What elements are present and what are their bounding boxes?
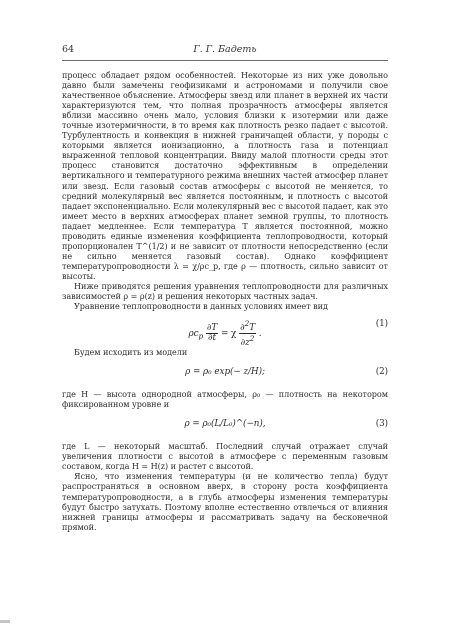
equation-2 — [62, 360, 388, 386]
equation-3-expression: ρ = ρ₀(L/L₀)^(−n), — [184, 419, 266, 430]
page-number: 64 — [62, 44, 75, 55]
paragraph-conclusion: Ясно, что изменения температуры (и не количество тепла) будут распространяться в основном вверх, в сторону роста коэффициента температуропроводности, а в глубь атмосферы изменения температуры будут быстро затухать. Поэтому вполне естественно отвлечься от влияния нижней границы атмосферы и рассматривать задачу на бесконечной прямой. — [62, 471, 388, 532]
body-text — [62, 70, 388, 532]
equation-2-expression: ρ = ρ₀ exp(− z/H); — [185, 367, 265, 378]
paragraph-intro: процесс обладает рядом особенностей. Некоторые из них уже довольно давно были замечены геофизиками и астрономами и получили свое качественное объяснение. Атмосферы звезд или планет в верхней их части характеризуются тем, что полная прозрачность атмосферы является вблизи массивно очень мало, условия близки к изотермии или даже точные изотермичности, в то время как плотность резко падает с высотой. Турбулентность и конвекция в нижней граничащей области, у породы с которыми является ионизационно, а плотность газа и потенциал выраженной тепловой концентрации. Ввиду малой плотности среды этот процесс становится достаточно эффективным в определении вертикального и температурного режима внешних частей атмосфер планет или звезд. Если газовый состав атмосферы с высотой не меняется, то средний молекулярный вес является постоянным, и плотность с высотой падает экспоненциально. Если молекулярный вес с высотой падает, как это имеет место в верхних атмосферах планет земной группы, то плотность падает медленнее. Если температура T является постоянной, можно проводить единые изменения коэффициента теплопроводности, который пропорционален T^(1/2) и не зависит от плотности непосредственно (если не сильно меняется газовый состав). Однако коэффициент температуропроводности λ = χ/ρc_p, где ρ — плотность, сильно зависит от высоты. — [62, 70, 388, 281]
equation-1-expression: $\rho c_p$ $\frac{\partial T}{\partial t}$ = χ $\frac{\partial^2T}{\partial z^2}$ . — [188, 319, 262, 348]
paragraph-equation-lead: Уравнение теплопроводности в данных условиях имеет вид — [74, 301, 328, 312]
running-head-author: Г. Г. Бадеть — [193, 44, 257, 55]
equation-1 — [62, 314, 388, 348]
paragraph-where-h: где H — высота однородной атмосферы, ρ₀ — плотность на некотором фиксированном уровне и — [62, 389, 388, 410]
equation-3 — [62, 412, 388, 438]
scan-edge-mark — [0, 620, 10, 623]
header-rule — [62, 60, 388, 61]
running-header — [62, 44, 388, 58]
paragraph-solutions: Ниже приводятся решения уравнения теплопроводности для различных зависимостей ρ = ρ(z) и решения некоторых частных задач. — [62, 280, 388, 302]
equation-3-number: (3) — [375, 419, 388, 430]
paragraph-where-l: где L — некоторый масштаб. Последний случай отражает случай увеличения плотности с высотой в атмосфере с переменным газовым составом, когда H = H(z) и растет с высотой. — [62, 441, 388, 472]
paragraph-model: Будем исходить из модели — [74, 347, 188, 358]
equation-2-number: (2) — [375, 367, 388, 378]
equation-1-number: (1) — [375, 319, 388, 330]
